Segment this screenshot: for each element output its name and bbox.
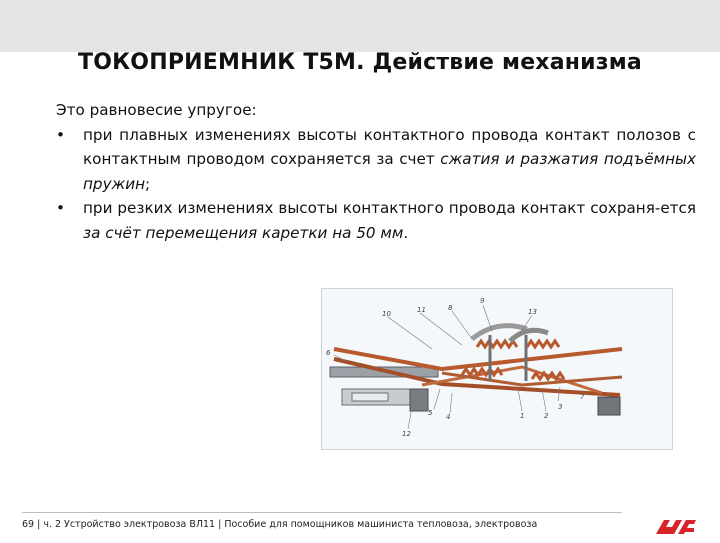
bullet-emphasis: за счёт перемещения каретки на 50 мм (83, 223, 404, 242)
bullet-end: ; (145, 174, 151, 193)
bullet-item (56, 196, 696, 245)
bullet-item (56, 123, 696, 197)
callout-1: 1 (520, 412, 525, 420)
bullet-text: при плавных изменениях высоты контактного провода контакт полозов с контактным проводом сохраняется за счет (83, 125, 696, 168)
header-bar (0, 0, 720, 52)
slide-body (56, 98, 696, 245)
callout-5: 5 (428, 409, 433, 417)
callout-2: 2 (544, 412, 549, 420)
callout-10: 10 (382, 310, 391, 318)
callout-4: 4 (446, 413, 451, 421)
callout-6: 6 (326, 349, 331, 357)
pantograph-drawing (322, 289, 672, 449)
callout-12: 12 (402, 430, 411, 438)
callout-11: 11 (417, 306, 426, 314)
bullet-text: при резких изменениях высоты контактного провода контакт сохраня-ется (83, 199, 696, 217)
callout-13: 13 (528, 308, 537, 316)
contact-shoe (510, 330, 548, 341)
footer-text: 69 | ч. 2 Устройство электровоза ВЛ11 | Пособие для помощников машиниста тепловоза, электровоза (22, 519, 538, 530)
bullet-marker: • (56, 125, 65, 144)
page-title: ТОКОПРИЕМНИК Т5М. Действие механизма (78, 50, 642, 75)
pantograph-diagram (321, 288, 673, 450)
callout-7: 7 (580, 393, 585, 401)
callout-8: 8 (448, 304, 453, 312)
lift-spring (527, 341, 559, 347)
bullet-emphasis: сжатия и разжатия подъёмных пружин (83, 150, 696, 193)
upper-arm (334, 349, 622, 369)
bracket (410, 389, 428, 411)
insulator-block (598, 397, 620, 415)
carriage-slot (352, 393, 388, 401)
rzd-logo-icon (654, 516, 698, 538)
footer-divider (22, 512, 622, 513)
callout-3: 3 (558, 403, 563, 411)
intro-text: Это равновесие упругое: (56, 101, 257, 119)
bullet-list (56, 123, 696, 246)
bullet-marker: • (56, 199, 65, 217)
bullet-end: . (403, 223, 409, 242)
callout-9: 9 (480, 297, 485, 305)
